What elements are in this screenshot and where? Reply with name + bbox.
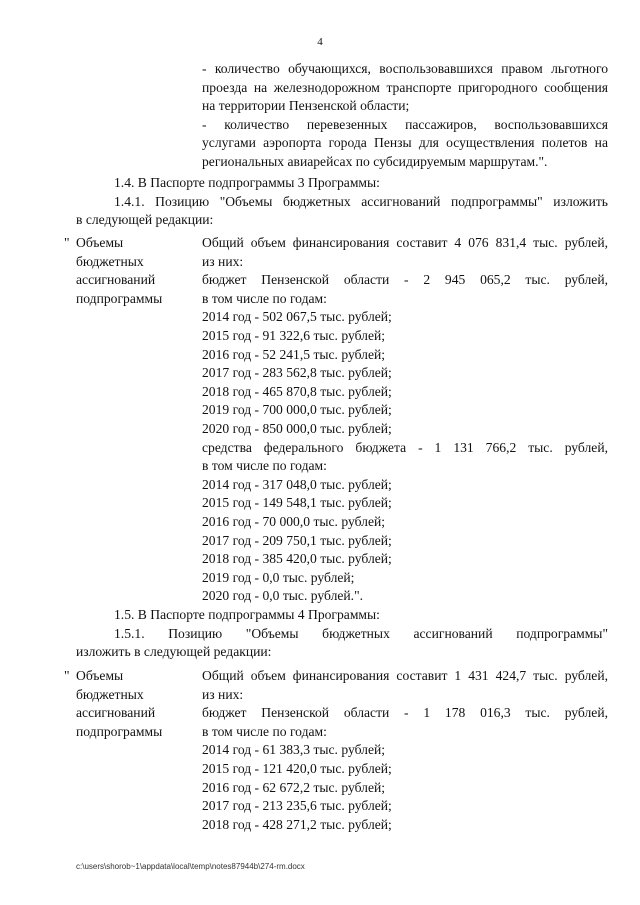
regional-budget-cont: в том числе по годам: xyxy=(202,290,327,306)
federal-budget-cont: в том числе по годам: xyxy=(202,458,327,474)
label-line: ассигнований xyxy=(76,705,156,721)
year-item: 2018 год - 385 420,0 тыс. рублей; xyxy=(202,551,392,567)
year-item: 2015 год - 91 322,6 тыс. рублей; xyxy=(202,327,386,343)
regional-budget: бюджет Пензенской области - 2 945 065,2 тыс. рублей, xyxy=(202,272,608,288)
section-1-5-values xyxy=(202,667,608,834)
year-item: 2019 год - 700 000,0 тыс. рублей; xyxy=(202,402,392,418)
total-financing-cont: из них: xyxy=(202,686,244,702)
year-item: 2016 год - 70 000,0 тыс. рублей; xyxy=(202,513,386,529)
year-item: 2014 год - 317 048,0 тыс. рублей; xyxy=(202,476,392,492)
file-path-footer: c:\users\shorob~1\appdata\local\temp\notes87944b\274-rm.docx xyxy=(76,862,305,871)
section-1-4-heading: 1.4. В Паспорте подпрограммы 3 Программы: xyxy=(114,175,380,190)
intro-item-1: - количество обучающихся, воспользовавшихся правом льготного проезда на железнодорожном транспорте пригородного сообщения на территории Пензенской области; xyxy=(202,61,608,114)
section-1-5-1-line1: 1.5.1. Позицию "Объемы бюджетных ассигнований подпрограммы" xyxy=(114,625,608,641)
section-1-4-values xyxy=(202,234,608,606)
regional-budget: бюджет Пензенской области - 1 178 016,3 тыс. рублей, xyxy=(202,705,608,721)
section-1-4-1-line2: в следующей редакции: xyxy=(76,212,214,228)
year-item: 2016 год - 52 241,5 тыс. рублей; xyxy=(202,346,386,362)
label-line: подпрограммы xyxy=(76,290,163,306)
section-1-4-heading-block xyxy=(76,174,608,230)
label-line: подпрограммы xyxy=(76,723,163,739)
page-number: 4 xyxy=(317,36,323,48)
regional-budget-cont: в том числе по годам: xyxy=(202,723,327,739)
year-item: 2019 год - 0,0 тыс. рублей; xyxy=(202,569,355,585)
year-item: 2017 год - 209 750,1 тыс. рублей; xyxy=(202,532,392,548)
label-line: Объемы xyxy=(76,235,124,250)
section-1-5-heading: 1.5. В Паспорте подпрограммы 4 Программы: xyxy=(114,607,380,622)
section-1-5-label xyxy=(64,667,188,741)
total-financing-cont: из них: xyxy=(202,253,244,269)
label-line: бюджетных xyxy=(76,253,144,269)
section-1-5-heading-block xyxy=(76,606,608,662)
year-item: 2018 год - 428 271,2 тыс. рублей; xyxy=(202,816,392,832)
year-item: 2015 год - 121 420,0 тыс. рублей; xyxy=(202,760,392,776)
year-item: 2015 год - 149 548,1 тыс. рублей; xyxy=(202,495,392,511)
section-1-4-label xyxy=(64,234,188,308)
year-item: 2014 год - 502 067,5 тыс. рублей; xyxy=(202,309,392,325)
year-item: 2020 год - 0,0 тыс. рублей.". xyxy=(202,588,364,604)
intro-item-2: - количество перевезенных пассажиров, воспользовавшихся услугами аэропорта города Пензы для осуществления полетов на региональных авиарейсах по субсидируемым маршрутам.". xyxy=(202,116,608,169)
year-item: 2020 год - 850 000,0 тыс. рублей; xyxy=(202,420,392,436)
federal-budget: средства федерального бюджета - 1 131 766,2 тыс. рублей, xyxy=(202,439,608,455)
open-quote: " xyxy=(64,668,70,683)
year-item: 2018 год - 465 870,8 тыс. рублей; xyxy=(202,383,392,399)
total-financing: Общий объем финансирования составит 4 076 831,4 тыс. рублей, xyxy=(202,235,608,250)
intro-list xyxy=(202,60,608,172)
label-line: ассигнований xyxy=(76,272,156,288)
year-item: 2017 год - 213 235,6 тыс. рублей; xyxy=(202,798,392,814)
label-line: бюджетных xyxy=(76,686,144,702)
total-financing: Общий объем финансирования составит 1 431 424,7 тыс. рублей, xyxy=(202,668,608,683)
open-quote: " xyxy=(64,235,70,250)
label-line: Объемы xyxy=(76,668,124,683)
section-1-4-1-line1: 1.4.1. Позицию "Объемы бюджетных ассигнований подпрограммы" изложить xyxy=(114,193,608,209)
year-item: 2017 год - 283 562,8 тыс. рублей; xyxy=(202,365,392,381)
year-item: 2016 год - 62 672,2 тыс. рублей; xyxy=(202,779,386,795)
year-item: 2014 год - 61 383,3 тыс. рублей; xyxy=(202,742,386,758)
section-1-5-1-line2: изложить в следующей редакции: xyxy=(76,644,272,660)
